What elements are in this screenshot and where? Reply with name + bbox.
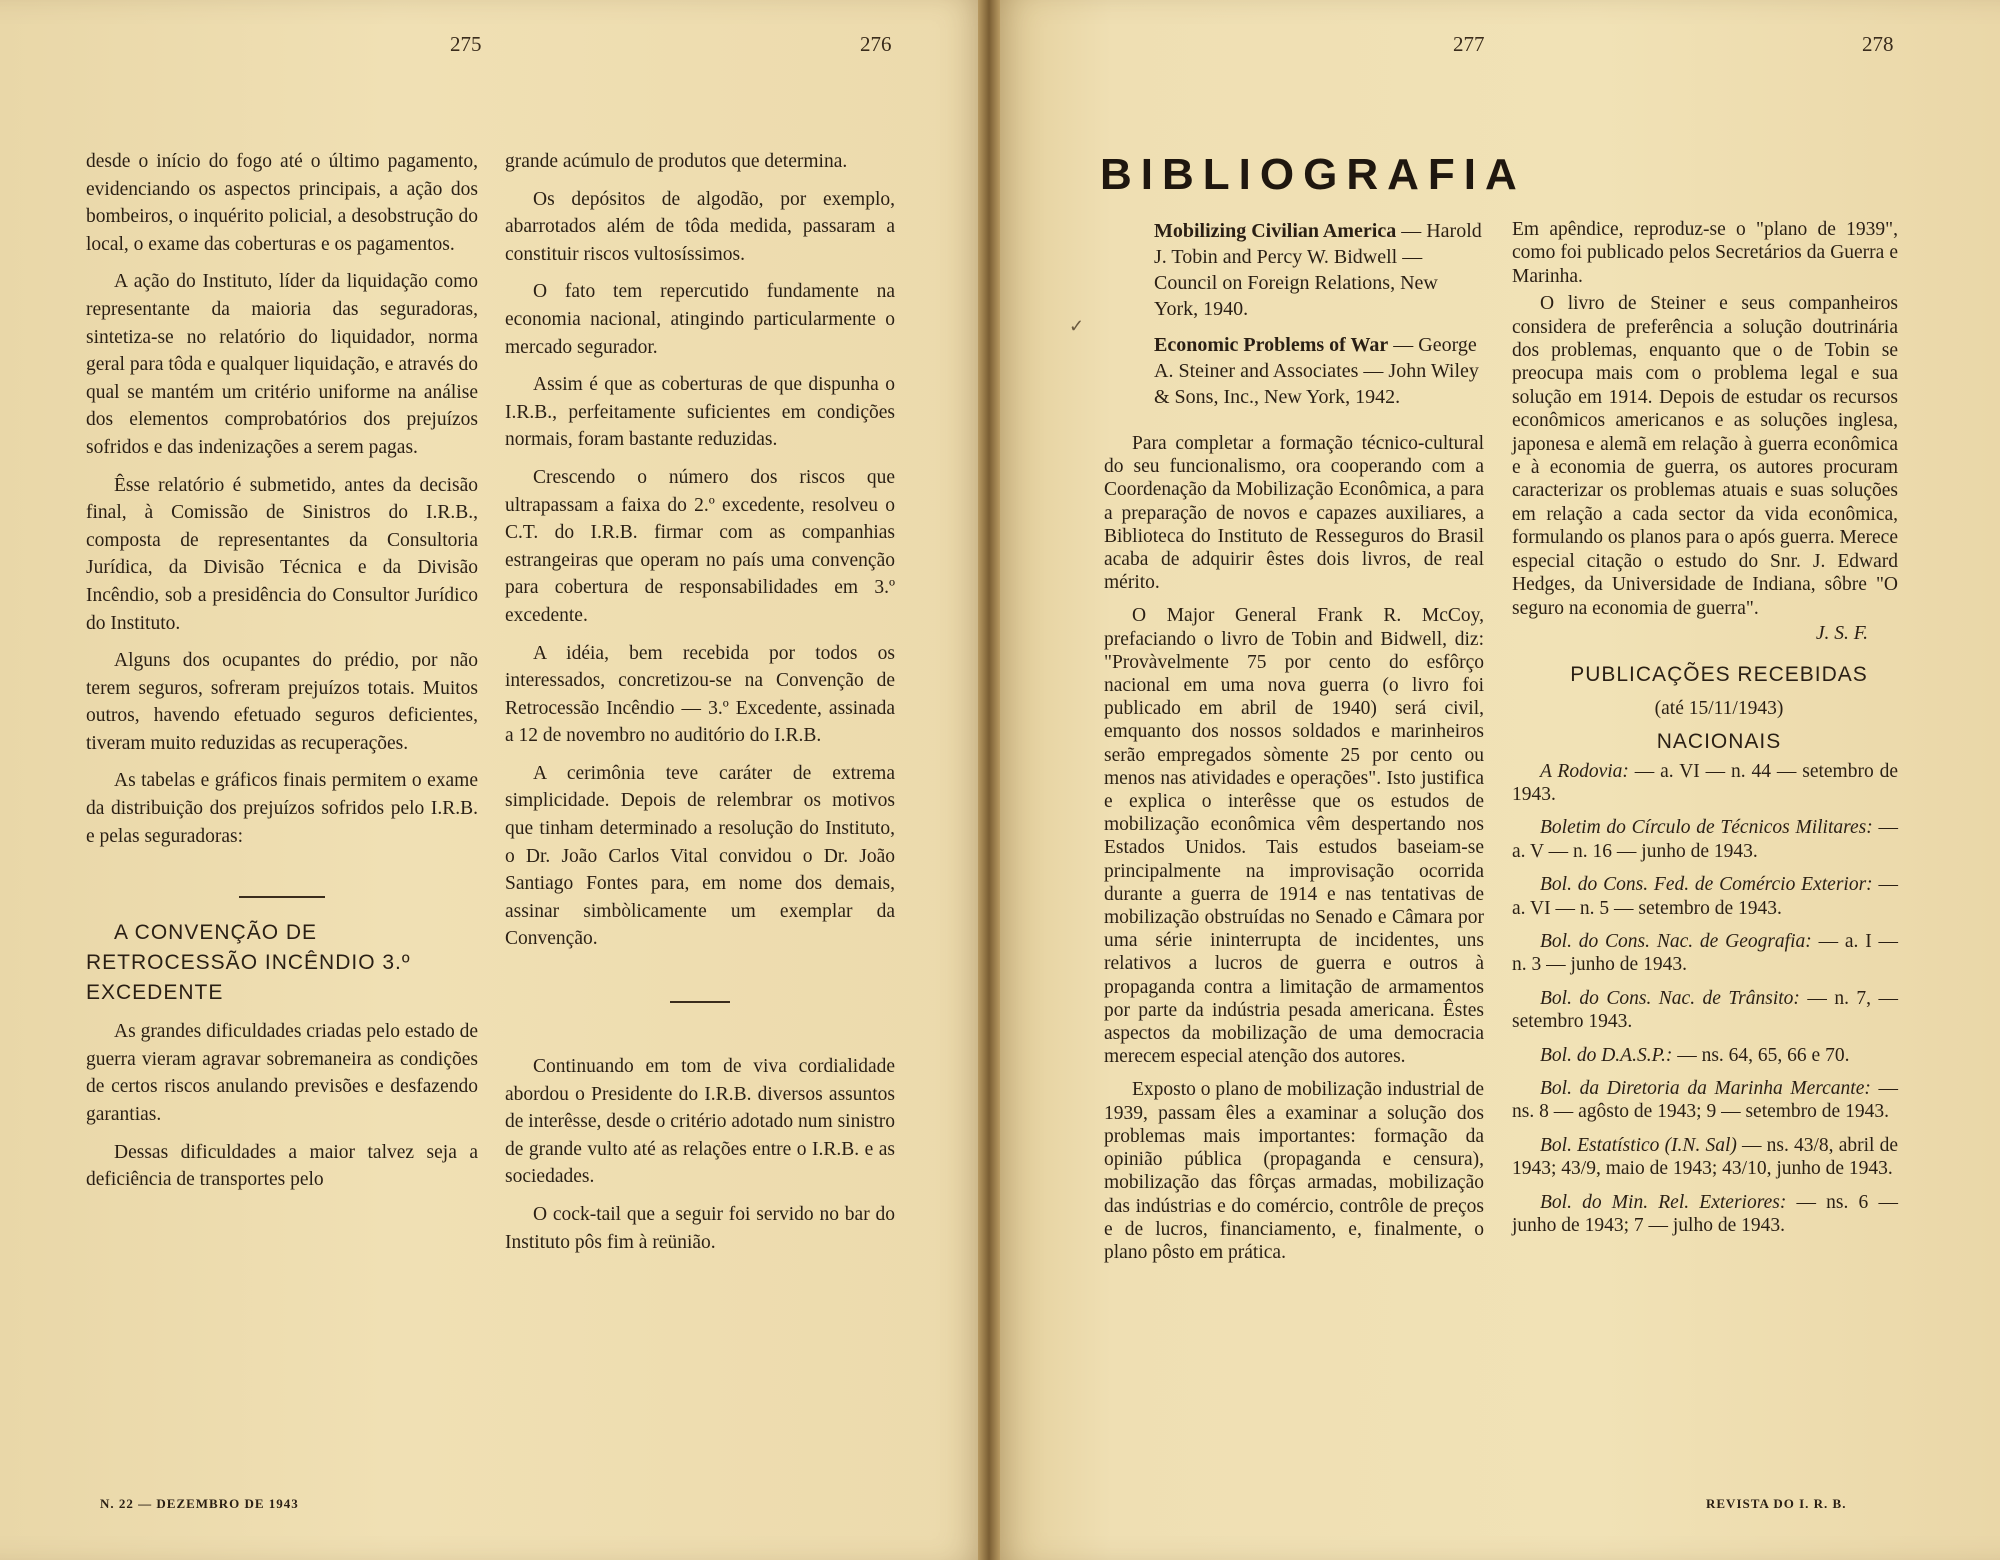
col2-paragraph: Assim é que as coberturas de que dispunha o I.R.B., perfeitamente suficientes em condições normais, foram bastante reduzidas. — [505, 374, 895, 451]
publication-entry — [1512, 873, 1898, 920]
publication-name: Bol. do Cons. Nac. de Trânsito: — [1540, 987, 1800, 1009]
publication-details: — ns. 6 — junho de 1943; 7 — julho de 1943. — [1512, 1191, 1898, 1237]
col3-paragraph: Para completar a formação técnico-cultural do seu funcionalismo, ora cooperando com a Coordenação da Mobilização Econômica, a para a preparação de novos e capazes auxiliares, a Biblioteca do Instituto de Resseguros do Brasil acaba de adquirir êstes dois livros, de real mérito. — [1104, 433, 1484, 594]
col1-paragraph: Alguns dos ocupantes do prédio, por não terem seguros, sofreram prejuízos totais. Muitos outros, havendo efetuado seguros deficientes, tiveram muito reduzidas as recuperações. — [86, 650, 478, 754]
publication-name: Bol. do Cons. Fed. de Comércio Exterior: — [1540, 874, 1873, 896]
col1-paragraph: Êsse relatório é submetido, antes da decisão final, à Comissão de Sinistros do I.R.B., composta de representantes da Consultoria Jurídica, da Divisão Técnica e da Divisão Incêndio, sob a presidência do Consultor Jurídico do Instituto. — [86, 474, 478, 634]
book-reference — [1104, 218, 1484, 322]
publication-details: — ns. 64, 65, 66 e 70. — [1672, 1044, 1850, 1066]
col4-paragraph: O livro de Steiner e seus companheiros considera de preferência a solução doutrinária dos problemas, enquanto que o de Tobin se preocupa mais com o problema legal e sua solução em 1914. Depois de estudar os recursos econômicos americanos e as soluções inglesa, japonesa e alemã em relação à guerra econômica e à economia de guerra, os autores procuram caracterizar os problemas atuais e suas soluções em relação a cada sector da vida econômica, formulando os planos para o após guerra. Merece especial citação o estudo do Snr. J. Edward Hedges, da Universidade de Indiana, sôbre "O seguro na economia de guerra". — [1512, 293, 1898, 619]
section-title: A CONVENÇÃO DE RETROCESSÃO INCÊNDIO 3.º EXCEDENTE — [86, 921, 411, 1005]
publication-name: Bol. do Cons. Nac. de Geografia: — [1540, 930, 1812, 952]
publication-name: Bol. do Min. Rel. Exteriores: — [1540, 1191, 1787, 1213]
column-2 — [505, 148, 895, 1266]
publication-entry — [1512, 1191, 1898, 1238]
col3-paragraph: Exposto o plano de mobilização industrial de 1939, passam êles a examinar a solução dos problemas mais importantes: formação da opinião pública (propaganda e censura), mobilização das fôrças armadas, mobilização das indústrias e do comércio, contrôle de preços e de lucros, financiamento, e, finalmente, o plano pôsto em prática. — [1104, 1079, 1484, 1263]
publication-name: Bol. Estatístico (I.N. Sal) — [1540, 1134, 1737, 1156]
col2-paragraph: O cock-tail que a seguir foi servido no bar do Instituto pôs fim à reünião. — [505, 1204, 895, 1253]
publication-details: — a. I — n. 3 — junho de 1943. — [1512, 930, 1898, 976]
book-gutter — [978, 0, 1000, 1560]
col2-paragraph: Crescendo o número dos riscos que ultrapassam a faixa do 2.º excedente, resolveu o C.T. do I.R.B. firmar com as companhias estrangeiras que operam no país uma convenção para cobertura de responsabilidades em 3.º excedente. — [505, 466, 895, 626]
column-1 — [86, 148, 478, 1204]
col2-paragraph: A idéia, bem recebida por todos os interessados, concretizou-se na Convenção de Retrocessão Incêndio — 3.º Excedente, assinada a 12 de novembro no auditório do I.R.B. — [505, 642, 895, 747]
bibliografia-heading: BIBLIOGRAFIA — [1100, 150, 1526, 199]
book-reference — [1104, 332, 1484, 410]
publication-entry — [1512, 1134, 1898, 1181]
column-4 — [1512, 218, 1898, 1247]
publication-entry — [1512, 930, 1898, 977]
publication-details: — n. 7, — setembro 1943. — [1512, 987, 1898, 1033]
col1-paragraph: As tabelas e gráficos finais permitem o exame da distribuição dos prejuízos sofridos pelo I.R.B. e pelas seguradoras: — [86, 770, 478, 847]
book-details: — George A. Steiner and Associates — John Wiley & Sons, Inc., New York, 1942. — [1154, 334, 1479, 408]
publication-entry — [1512, 760, 1898, 807]
margin-check-mark: ✓ — [1069, 316, 1085, 336]
footer-issue: N. 22 — DEZEMBRO DE 1943 — [100, 1496, 299, 1511]
book-title: Mobilizing Civilian America — [1154, 220, 1397, 242]
author-signature: J. S. F. — [1815, 622, 1868, 644]
column-3 — [1104, 218, 1484, 1274]
book-details: — Harold J. Tobin and Percy W. Bidwell — Council on Foreign Relations, New York, 1940. — [1154, 220, 1482, 320]
publication-name: Bol. da Diretoria da Marinha Mercante: — [1540, 1078, 1871, 1099]
publication-details: — a. VI — n. 44 — setembro de 1943. — [1512, 760, 1898, 805]
publication-details: — a. VI — n. 5 — setembro de 1943. — [1512, 874, 1899, 919]
col1-section-paragraph: As grandes dificuldades criadas pelo estado de guerra vieram agravar sobremaneira as condições de certos riscos anulando previsões e desfazendo garantias. — [86, 1021, 478, 1126]
col3-paragraph: O Major General Frank R. McCoy, prefaciando o livro de Tobin and Bidwell, diz: "Provàvelmente 75 por cento do esfôrço nacional em uma nova guerra (o livro foi publicado em abril de 1940) será civil, emquanto dos nossos soldados e marinheiros serão empregados sòmente 25 por cento ou menos nas atividades e operações". Isto justifica e explica o interêsse que os estudos de mobilização econômica vêm despertando nos Estados Unidos. Tais estudos baseiam-se principalmente na improvisação ocorrida durante a guerra de 1914 e nas tentativas de mobilização obstruídas no Senado e Câmara por uma série ininterrupta de incidentes, uns relativos a lucros de guerra e outros à propaganda contra a limitação de armamentos por parte da indústria pesada americana. Êstes aspectos da mobilização de uma democracia merecem especial atenção dos autores. — [1104, 605, 1484, 1068]
publication-entry — [1512, 1044, 1898, 1067]
page-number-275: 275 — [450, 32, 482, 56]
col2-paragraph: O fato tem repercutido fundamente na economia nacional, atingindo particularmente o mercado segurador. — [505, 281, 895, 358]
publications-date: (até 15/11/1943) — [1654, 697, 1784, 719]
publication-details: — ns. 8 — agôsto de 1943; 9 — setembro de 1943. — [1512, 1078, 1899, 1123]
publication-name: Bol. do D.A.S.P.: — [1540, 1044, 1673, 1066]
publication-name: A Rodovia: — [1540, 760, 1629, 782]
col2-paragraph: Os depósitos de algodão, por exemplo, abarrotados além de tôda medida, passaram a constituir riscos vultosíssimos. — [505, 188, 895, 265]
publication-entry — [1512, 816, 1898, 863]
page-number-278: 278 — [1862, 32, 1894, 56]
publication-details: — ns. 43/8, abril de 1943; 43/9, maio de 1943; 43/10, junho de 1943. — [1512, 1134, 1898, 1180]
footer-journal: REVISTA DO I. R. B. — [1706, 1496, 1847, 1511]
page-number-276: 276 — [860, 32, 892, 56]
col1-paragraph: desde o início do fogo até o último pagamento, evidenciando os aspectos principais, a ação dos bombeiros, o inquérito policial, a desobstrução do local, o exame das coberturas e os pagamentos. — [86, 151, 478, 255]
col2-paragraph: A cerimônia teve caráter de extrema simplicidade. Depois de relembrar os motivos que tinham determinado a resolução do Instituto, o Dr. João Carlos Vital convidou o Dr. João Santiago Fontes para, em nome dos demais, assinar simbòlicamente um exemplar da Convenção. — [505, 762, 895, 950]
publications-heading: PUBLICAÇÕES RECEBIDAS — [1570, 663, 1868, 687]
book-title: Economic Problems of War — [1154, 334, 1389, 356]
col2-paragraph: grande acúmulo de produtos que determina. — [505, 151, 848, 172]
publication-entry — [1512, 1077, 1898, 1124]
col2-paragraph: Continuando em tom de viva cordialidade abordou o Presidente do I.R.B. diversos assuntos de interêsse, desde o critério adotado num sinistro de grande vulto até as relações entre o I.R.B. e as sociedades. — [505, 1056, 895, 1188]
col1-section-paragraph: Dessas dificuldades a maior talvez seja a deficiência de transportes pelo — [86, 1141, 478, 1191]
publication-entry — [1512, 987, 1898, 1034]
publication-details: — a. V — n. 16 — junho de 1943. — [1512, 817, 1898, 862]
col4-paragraph: Em apêndice, reproduz-se o "plano de 1939", como foi publicado pelos Secretários da Guerra e Marinha. — [1512, 219, 1898, 287]
page-number-277: 277 — [1453, 32, 1485, 56]
publication-name: Boletim do Círculo de Técnicos Militares: — [1540, 817, 1873, 839]
nacionais-heading: NACIONAIS — [1656, 730, 1782, 754]
col1-paragraph: A ação do Instituto, líder da liquidação como representante da maioria das seguradoras, sintetiza-se no relatório do liquidador, norma geral para tôda e qualquer liquidação, e através do qual se mantém um critério uniforme na análise dos elementos comprobatórios dos prejuízos sofridos e das indenizações a serem pagas. — [86, 271, 478, 458]
